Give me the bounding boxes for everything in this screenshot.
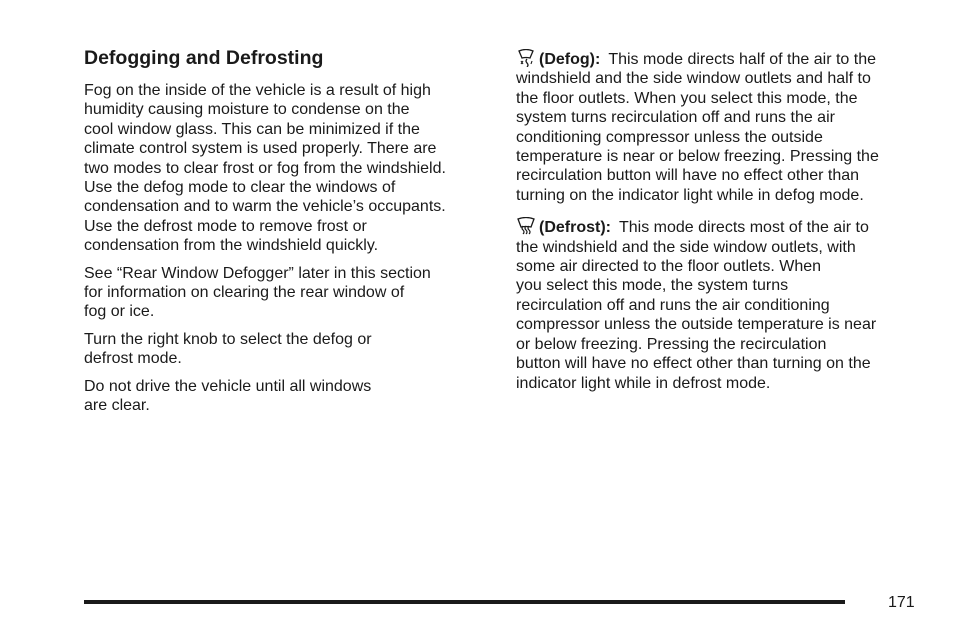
text-line: Fog on the inside of the vehicle is a result of high bbox=[84, 82, 431, 99]
section-heading: Defogging and Defrosting bbox=[84, 47, 324, 69]
text-line: two modes to clear frost or fog from the windshield. bbox=[84, 159, 446, 177]
defrost-label: (Defrost): bbox=[539, 219, 611, 237]
text-line: indicator light while in defrost mode. bbox=[516, 374, 771, 392]
body-paragraph-1 bbox=[84, 81, 484, 256]
text-line: defrost mode. bbox=[84, 350, 182, 368]
text-line: are clear. bbox=[84, 397, 150, 415]
text-line: Turn the right knob to select the defog or bbox=[84, 330, 372, 348]
footer-rule bbox=[84, 600, 845, 604]
page-number: 171 bbox=[888, 594, 915, 611]
text-line: button will have no effect other than turning on the bbox=[516, 355, 871, 373]
defog-icon bbox=[516, 49, 536, 67]
text-line: condensation from the windshield quickly. bbox=[84, 237, 379, 255]
text-line: or below freezing. Pressing the recirculation bbox=[516, 335, 827, 353]
defrost-icon bbox=[516, 217, 536, 235]
text-line: you select this mode, the system turns bbox=[516, 277, 789, 295]
defrost-first-text: This mode directs most of the air to bbox=[619, 219, 869, 237]
text-line: compressor unless the outside temperature is near bbox=[516, 316, 877, 334]
text-line: system turns recirculation off and runs the air bbox=[516, 109, 835, 127]
defog-first-line bbox=[516, 49, 922, 69]
right-column bbox=[516, 49, 922, 401]
defrost-paragraph bbox=[516, 217, 922, 393]
text-line: humidity causing moisture to condense on the bbox=[84, 101, 410, 119]
text-line: for information on clearing the rear window of bbox=[84, 284, 405, 302]
text-line: fog or ice. bbox=[84, 303, 155, 321]
body-paragraph-3 bbox=[84, 330, 484, 369]
text-line: Do not drive the vehicle until all windows bbox=[84, 377, 372, 395]
text-line: temperature is near or below freezing. Pressing the bbox=[516, 148, 879, 166]
defog-first-text: This mode directs half of the air to the bbox=[608, 51, 876, 68]
text-line: some air directed to the floor outlets. When bbox=[516, 258, 822, 276]
text-line: Use the defog mode to clear the windows of bbox=[84, 179, 396, 197]
text-line: Use the defrost mode to remove frost or bbox=[84, 217, 367, 235]
text-line: recirculation button will have no effect other than bbox=[516, 167, 860, 185]
text-line: the windshield and the side window outlets, with bbox=[516, 238, 856, 256]
defrost-first-line bbox=[516, 217, 922, 237]
defog-paragraph bbox=[516, 49, 922, 205]
body-paragraph-2 bbox=[84, 264, 484, 322]
left-column bbox=[84, 46, 484, 424]
text-line: See “Rear Window Defogger” later in this section bbox=[84, 264, 431, 282]
text-line: turning on the indicator light while in defog mode. bbox=[516, 186, 864, 204]
text-line: recirculation off and runs the air conditioning bbox=[516, 296, 830, 314]
text-line: cool window glass. This can be minimized if the bbox=[84, 120, 420, 138]
text-line: condensation and to warm the vehicle’s occupants. bbox=[84, 198, 446, 216]
body-paragraph-4 bbox=[84, 377, 484, 416]
text-line: climate control system is used properly. There are bbox=[84, 140, 437, 158]
text-line: windshield and the side window outlets and half to bbox=[516, 70, 871, 88]
text-line: conditioning compressor unless the outside bbox=[516, 128, 823, 146]
defog-label: (Defog): bbox=[539, 51, 601, 68]
text-line: the floor outlets. When you select this mode, the bbox=[516, 89, 858, 107]
